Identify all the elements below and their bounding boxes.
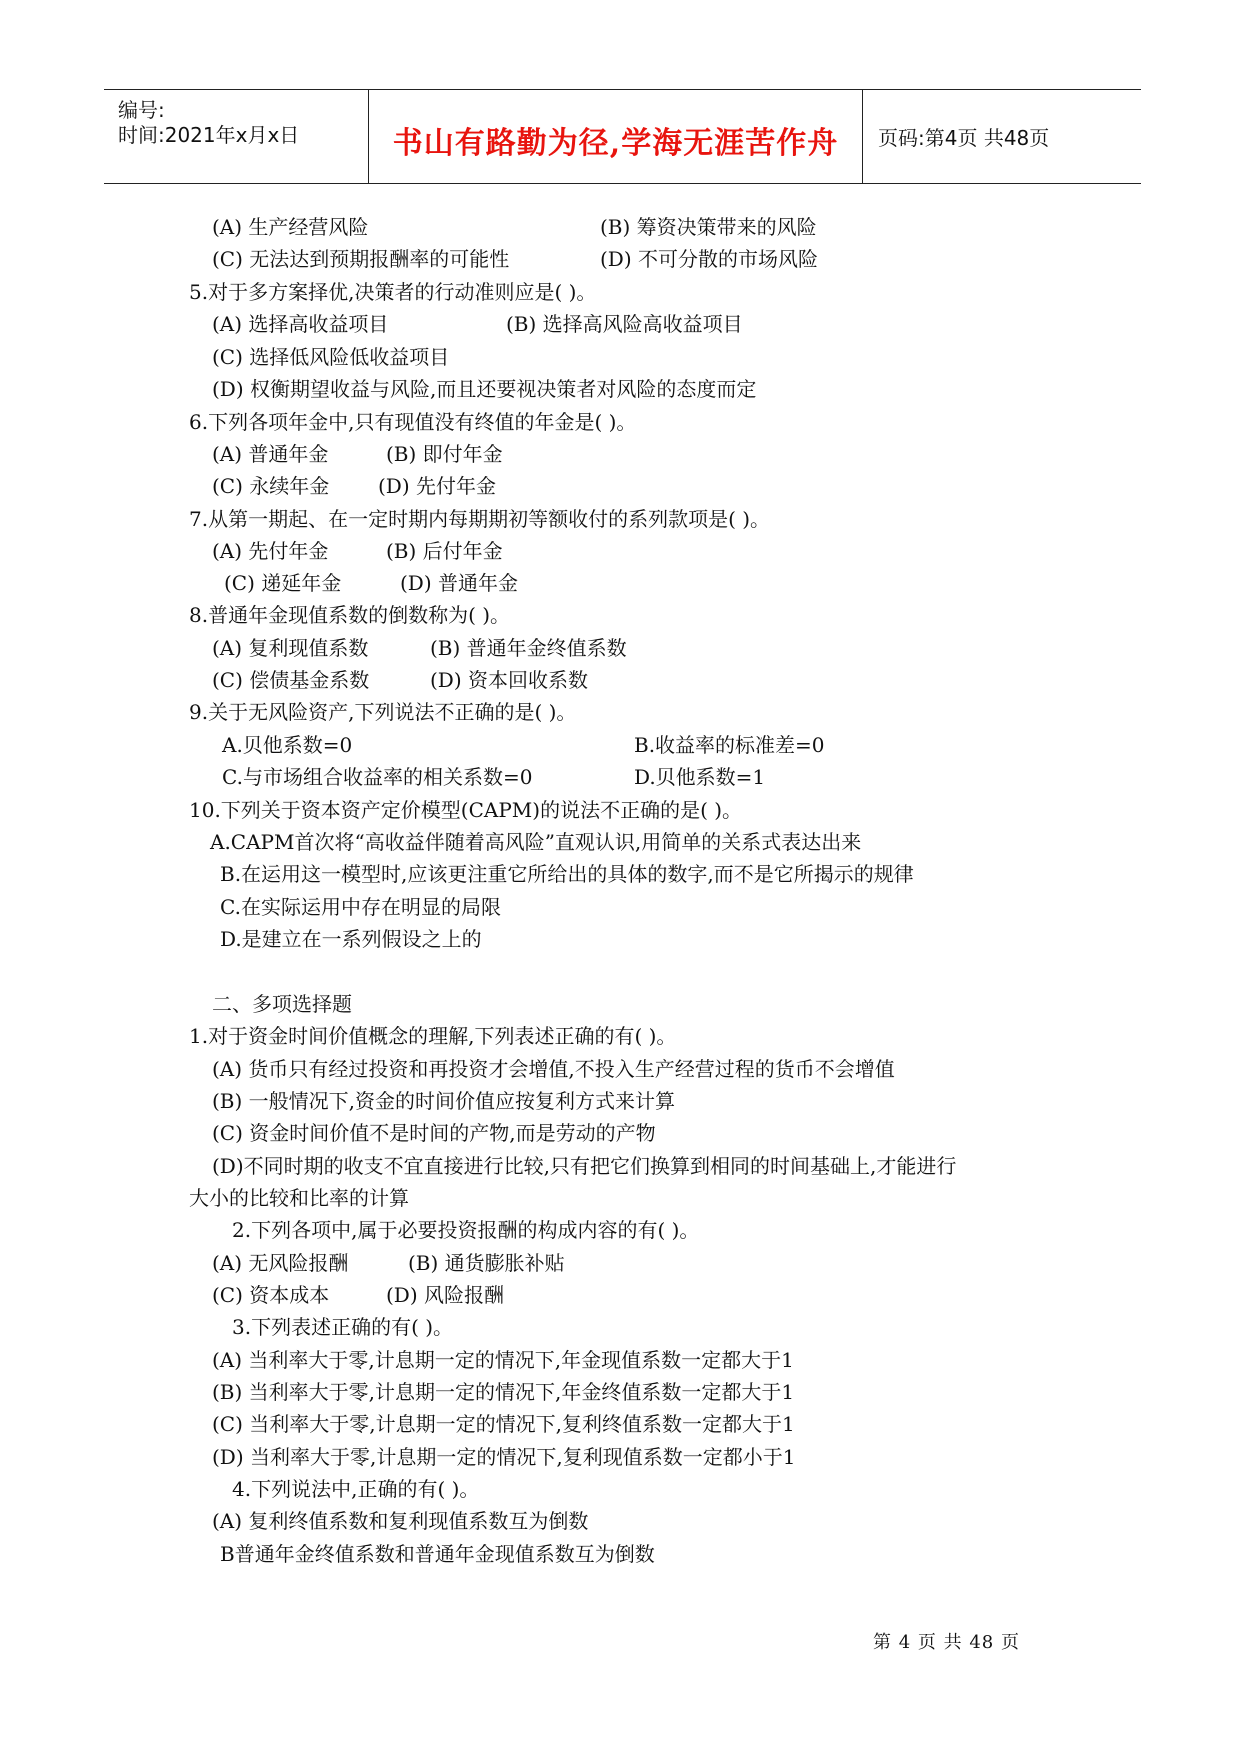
option-text: (B) 筹资决策带来的风险 [600,215,817,239]
option-text: (C) 无法达到预期报酬率的可能性 [212,247,510,271]
question-text: 4.下列说法中,正确的有( )。 [232,1477,480,1501]
option-text: A.CAPM首次将“高收益伴随着高风险”直观认识,用简单的关系式表达出来 [210,830,862,854]
option-text: D.是建立在一系列假设之上的 [220,927,482,951]
option-text: B.在运用这一模型时,应该更注重它所给出的具体的数字,而不是它所揭示的规律 [220,862,914,886]
header-motto-cell [369,90,863,183]
option-text: (A) 复利终值系数和复利现值系数互为倒数 [212,1509,589,1533]
option-text: (D) 不可分散的市场风险 [600,247,818,271]
header-info-cell [104,90,369,183]
option-text: (A) 先付年金 [212,539,329,563]
option-text: (D)不同时期的收支不宜直接进行比较,只有把它们换算到相同的时间基础上,才能进行 [212,1154,957,1178]
question-text: 2.下列各项中,属于必要投资报酬的构成内容的有( )。 [232,1218,700,1242]
option-text: (B) 选择高风险高收益项目 [506,312,743,336]
option-text: (A) 复利现值系数 [212,636,369,660]
question-text: 9.关于无风险资产,下列说法不正确的是( )。 [189,700,577,724]
option-text: (C) 递延年金 [224,571,342,595]
option-text: (C) 当利率大于零,计息期一定的情况下,复利终值系数一定都大于1 [212,1412,795,1436]
option-text: (C) 永续年金 [212,474,330,498]
option-text: A.贝他系数=0 [222,733,353,757]
option-text: C.与市场组合收益率的相关系数=0 [222,765,533,789]
option-text: (B) 普通年金终值系数 [430,636,627,660]
option-text: (C) 偿债基金系数 [212,668,370,692]
question-text: 6.下列各项年金中,只有现值没有终值的年金是( )。 [189,410,637,434]
option-text: (A) 无风险报酬 [212,1251,349,1275]
option-text: (B) 通货膨胀补贴 [408,1251,565,1275]
option-text: (C) 选择低风险低收益项目 [212,345,450,369]
option-text: (D) 当利率大于零,计息期一定的情况下,复利现值系数一定都小于1 [212,1445,796,1469]
question-text: 7.从第一期起、在一定时期内每期期初等额收付的系列款项是( )。 [189,507,771,531]
question-text: 3.下列表述正确的有( )。 [232,1315,454,1339]
option-text: B普通年金终值系数和普通年金现值系数互为倒数 [220,1542,655,1566]
question-text: 5.对于多方案择优,决策者的行动准则应是( )。 [189,280,597,304]
option-text: (A) 当利率大于零,计息期一定的情况下,年金现值系数一定都大于1 [212,1348,794,1372]
option-text: (A) 选择高收益项目 [212,312,389,336]
header-page-number: 页码:第4页 共48页 [878,126,1050,150]
option-text: (D) 资本回收系数 [430,668,588,692]
option-text: (D) 权衡期望收益与风险,而且还要视决策者对风险的态度而定 [212,377,757,401]
page-footer: 第 4 页 共 48 页 [873,1632,1020,1653]
option-text: (D) 普通年金 [400,571,518,595]
option-text: (B) 后付年金 [386,539,503,563]
option-text: B.收益率的标准差=0 [634,733,825,757]
option-text: (C) 资金时间价值不是时间的产物,而是劳动的产物 [212,1121,656,1145]
document-number-label: 编号: [118,98,165,122]
option-text: 大小的比较和比率的计算 [189,1186,409,1210]
option-text: (B) 一般情况下,资金的时间价值应按复利方式来计算 [212,1089,676,1113]
question-text: 1.对于资金时间价值概念的理解,下列表述正确的有( )。 [189,1024,677,1048]
option-text: C.在实际运用中存在明显的局限 [220,895,501,919]
question-text: 10.下列关于资本资产定价模型(CAPM)的说法不正确的是( )。 [189,798,743,822]
option-text: D.贝他系数=1 [634,765,766,789]
header-page-cell [864,90,1141,183]
page-header [104,89,1141,184]
option-text: (A) 生产经营风险 [212,215,369,239]
question-text: 8.普通年金现值系数的倒数称为( )。 [189,603,511,627]
option-text: (D) 风险报酬 [386,1283,504,1307]
option-text: (A) 普通年金 [212,442,329,466]
option-text: (C) 资本成本 [212,1283,330,1307]
option-text: (A) 货币只有经过投资和再投资才会增值,不投入生产经营过程的货币不会增值 [212,1057,895,1081]
option-text: (B) 即付年金 [386,442,503,466]
header-motto: 书山有路勤为径,学海无涯苦作舟 [392,126,839,161]
option-text: (B) 当利率大于零,计息期一定的情况下,年金终值系数一定都大于1 [212,1380,795,1404]
option-text: (D) 先付年金 [378,474,496,498]
document-date-label: 时间:2021年x月x日 [118,123,300,147]
section-heading: 二、多项选择题 [212,992,352,1016]
